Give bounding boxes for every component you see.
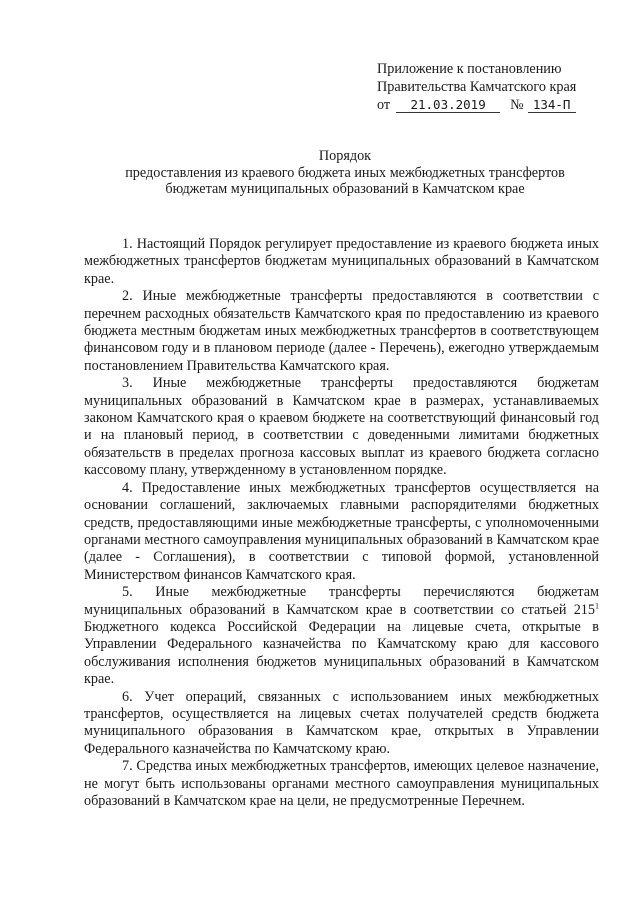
paragraph-3: 3. Иные межбюджетные трансферты предоставляются бюджетам муниципальных образований в Камчатском крае в размерах, устанавливаемых законом Камчатского края о краевом бюджете на соответствующий финансовый год и на плановый период, в соответствии с доведенными лимитами бюджетных обязательств в пределах прогноза кассовых выплат из краевого бюджета согласно кассовому плану, утвержденному в установленном порядке. [84, 375, 599, 479]
paragraph-7: 7. Средства иных межбюджетных трансфертов, имеющих целевое назначение, не могут быть использованы органами местного самоуправления муниципальных образований в Камчатском крае на цели, не предусмотренные Перечнем. [84, 758, 599, 809]
decree-date: 21.03.2019 [396, 97, 500, 113]
document-body [84, 236, 599, 810]
appendix-header [377, 60, 627, 114]
paragraph-2: 2. Иные межбюджетные трансферты предоставляются в соответствии с перечнем расходных обязательств Камчатского края по предоставлению из краевого бюджета местным бюджетам иных межбюджетных трансфертов в соответствующем финансовом году и в плановом периоде (далее - Перечень), ежегодно утверждаемым постановлением Правительства Камчатского края. [84, 288, 599, 374]
decree-number: 134-П [528, 97, 576, 113]
paragraph-5 [84, 584, 599, 688]
title-line-2: предоставления из краевого бюджета иных межбюджетных трансфертов [125, 165, 565, 181]
paragraph-1: 1. Настоящий Порядок регулирует предоставление из краевого бюджета иных межбюджетных трансфертов бюджетам муниципальных образований в Камчатском крае. [84, 236, 599, 287]
paragraph-5-text-a: 5. Иные межбюджетные трансферты перечисляются бюджетам муниципальных образований в Камчатском крае в соответствии со статьей 215 [84, 584, 599, 618]
appendix-line-1: Приложение к постановлению [377, 61, 562, 77]
article-superscript: 1 [595, 600, 599, 610]
paragraph-6: 6. Учет операций, связанных с использованием иных межбюджетных трансфертов, осуществляется на лицевых счетах получателей средств бюджета муниципального образования в Камчатском крае, открытых в Управлении Федерального казначейства по Камчатскому краю. [84, 688, 599, 757]
document-title [60, 148, 630, 197]
number-label: № [510, 97, 524, 113]
paragraph-4: 4. Предоставление иных межбюджетных трансфертов осуществляется на основании соглашений, заключаемых главными распорядителями бюджетных средств, предоставляющими иные межбюджетные трансферты, с уполномоченными органами местного самоуправления муниципальных образований в Камчатском крае (далее - Соглашения), в соответствии с типовой формой, установленной Министерством финансов Камчатского края. [84, 479, 599, 583]
title-heading: Порядок [318, 148, 372, 164]
from-label: от [377, 97, 391, 113]
appendix-line-2: Правительства Камчатского края [377, 79, 577, 95]
paragraph-5-text-b: Бюджетного кодекса Российской Федерации на лицевые счета, открытые в Управлении Федерального казначейства по Камчатскому краю для кассового обслуживания исполнения бюджетов муниципальных образований в Камчатском крае. [84, 618, 599, 688]
appendix-date-line [377, 96, 627, 114]
title-line-3: бюджетам муниципальных образований в Камчатском крае [165, 181, 525, 197]
